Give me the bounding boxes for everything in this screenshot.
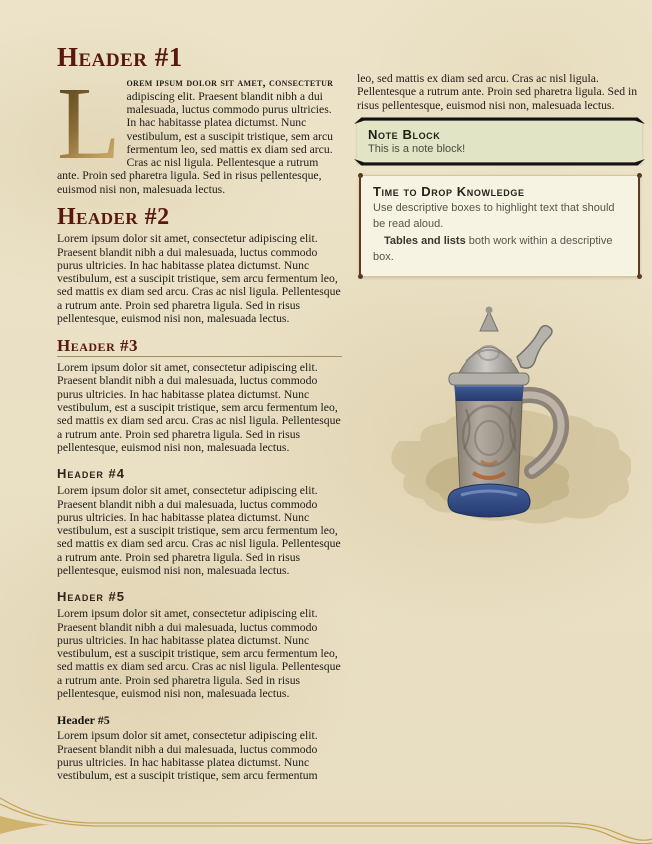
descriptive-box-bold-text: Tables and lists xyxy=(384,234,466,247)
paragraph: Lorem ipsum dolor sit amet, consectetur adipiscing elit. Praesent blandit nibh a dui malesuada, luctus commodo purus ultricies. In hac habitasse platea dictumst. Nunc vestibulum, est a suscipit tristique, sem arcu fermentum leo, sed mattis ex diam sed arcu. Cras ac nisl ligula. Pellentesque a rutrum ante. Proin sed pharetra ligula. Sed in risus pellentesque, euismod nisi non, malesuada lectus. xyxy=(57,232,341,325)
corner-dot xyxy=(637,274,642,279)
descriptive-box-rest-text: both work within a descriptive box. xyxy=(373,234,613,263)
footer-ornament xyxy=(0,792,652,844)
section-heading-5b: Header #5 xyxy=(57,713,110,728)
descriptive-box xyxy=(359,175,640,277)
corner-dot xyxy=(637,173,642,178)
continuation-paragraph: leo, sed mattis ex diam sed arcu. Cras ac nisl ligula. Pellentesque a rutrum ante. Proin sed pharetra ligula. Sed in risus pellentesque, euismod nisi non, malesuada lectus. xyxy=(357,72,638,112)
right-column xyxy=(357,43,642,783)
section-heading-3: Header #3 xyxy=(57,337,342,357)
section-heading-4: Header #4 xyxy=(57,466,125,482)
corner-dot xyxy=(358,173,363,178)
note-block-body: This is a note block! xyxy=(368,142,466,155)
section-heading-2: Header #2 xyxy=(57,204,170,231)
note-block-bottom-border xyxy=(354,159,645,166)
section-heading-5: Header #5 xyxy=(57,589,125,605)
lead-smallcaps-text: orem ipsum dolor sit amet, consectetur xyxy=(126,76,334,90)
dropcap-paragraph xyxy=(57,66,342,196)
note-block-top-border xyxy=(354,117,645,124)
descriptive-box-title: Time to Drop Knowledge xyxy=(373,183,525,199)
beer-stein-illustration xyxy=(357,291,642,531)
drop-cap-letter: L xyxy=(57,76,127,168)
left-column xyxy=(57,43,342,783)
note-block-title: Note Block xyxy=(368,126,441,142)
paragraph-text: adipiscing elit. Praesent blandit nibh a dui malesuada, luctus commodo purus ultricies. In hac habitasse platea dictumst. Nunc vestibulum, est a suscipit tristique, sem arcu fermentum leo, sed mattis ex diam sed arcu. Cras ac nisl ligula. Pellentesque a rutrum ante. Proin sed pharetra ligula. Sed in risus pellentesque, euismod nisi non, malesuada lectus. xyxy=(57,89,333,196)
paragraph-truncated: Lorem ipsum dolor sit amet, consectetur adipiscing elit. Praesent blandit nibh a dui malesuada, luctus commodo purus ultricies. In hac habitasse platea dictumst. Nunc vestibulum, est a suscipit tristique, sem arcu fermentum xyxy=(57,729,318,783)
descriptive-box-line1: Use descriptive boxes to highlight text that should be read aloud. xyxy=(373,201,615,230)
note-block xyxy=(357,120,642,163)
paragraph: Lorem ipsum dolor sit amet, consectetur adipiscing elit. Praesent blandit nibh a dui malesuada, luctus commodo purus ultricies. In hac habitasse platea dictumst. Nunc vestibulum, est a suscipit tristique, sem arcu fermentum leo, sed mattis ex diam sed arcu. Cras ac nisl ligula. Pellentesque a rutrum ante. Proin sed pharetra ligula. Sed in risus pellentesque, euismod nisi non, malesuada lectus. xyxy=(57,607,341,701)
corner-dot xyxy=(358,274,363,279)
paragraph: Lorem ipsum dolor sit amet, consectetur adipiscing elit. Praesent blandit nibh a dui malesuada, luctus commodo purus ultricies. In hac habitasse platea dictumst. Nunc vestibulum, est a suscipit tristique, sem arcu fermentum leo, sed mattis ex diam sed arcu. Cras ac nisl ligula. Pellentesque a rutrum ante. Proin sed pharetra ligula. Sed in risus pellentesque, euismod nisi non, malesuada lectus. xyxy=(57,484,341,577)
descriptive-box-line2 xyxy=(373,234,626,266)
page-title: Header #1 xyxy=(57,42,183,72)
paragraph: Lorem ipsum dolor sit amet, consectetur adipiscing elit. Praesent blandit nibh a dui malesuada, luctus commodo purus ultricies. In hac habitasse platea dictumst. Nunc vestibulum, est a suscipit tristique, sem arcu fermentum leo, sed mattis ex diam sed arcu. Cras ac nisl ligula. Pellentesque a rutrum ante. Proin sed pharetra ligula. Sed in risus pellentesque, euismod nisi non, malesuada lectus. xyxy=(57,361,341,454)
